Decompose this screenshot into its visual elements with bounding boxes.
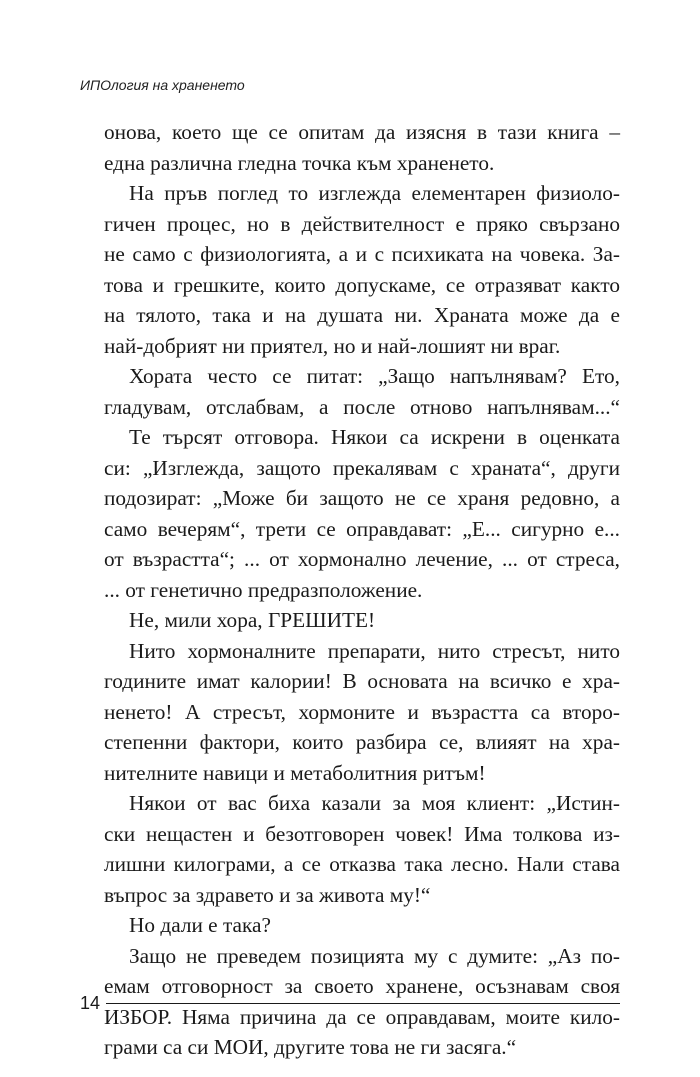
text-line: ненето! А стресът, хормоните и възрастта са второ- xyxy=(104,699,620,724)
text-line: лишни килограми, а се отказва така лесно. Нали става xyxy=(104,852,620,876)
running-header: ИПОлогия на храненето xyxy=(80,77,245,93)
text-line: това и грешките, които допускаме, се отразяват както xyxy=(104,272,620,297)
body-text xyxy=(104,117,620,1063)
text-line: ИЗБОР. Няма причина да се оправдавам, моите кило- xyxy=(104,1004,620,1029)
text-line: грами са си МОИ, другите това не ги засяга.“ xyxy=(104,1035,517,1059)
text-line: Защо не преведем позицията му с думите: „Аз по- xyxy=(129,943,620,968)
text-line: степенни фактори, които разбира се, влияят на хра- xyxy=(104,730,620,754)
text-line: Те търсят отговора. Някои са искрени в оценката xyxy=(129,425,620,449)
text-line: Нито хормоналните препарати, нито стресът, нито xyxy=(129,638,620,663)
page-number: 14 xyxy=(80,993,101,1013)
text-line: подозират: „Може би защото не се храня редовно, а xyxy=(104,486,620,510)
text-line: от възрастта“; ... от хормонално лечение, ... от стреса, xyxy=(104,547,620,571)
footer-rule xyxy=(106,1003,620,1004)
text-line: Не, мили хора, ГРЕШИТЕ! xyxy=(129,608,376,632)
text-line: гладувам, отслабвам, а после отново напълнявам...“ xyxy=(104,394,620,419)
text-line: Някои от вас биха казали за моя клиент: „Истин- xyxy=(129,791,620,815)
text-line: онова, което ще се опитам да изясня в тази книга – xyxy=(104,120,620,144)
text-line: най-добрият ни приятел, но и най-лошият ни враг. xyxy=(104,333,561,358)
text-line: само вечерям“, трети се оправдават: „Е... сигурно е... xyxy=(104,516,620,541)
text-line: Хората често се питат: „Защо напълнявам? Ето, xyxy=(129,364,620,388)
text-line: годините имат калории! В основата на всичко е хра- xyxy=(104,669,620,693)
text-line: Но дали е така? xyxy=(129,913,271,937)
text-line: на тялото, така и на душата ни. Храната може да е xyxy=(104,303,620,327)
text-line: ски нещастен и безотговорен човек! Има толкова из- xyxy=(104,821,620,846)
page-footer xyxy=(0,992,700,1022)
text-line: На пръв поглед то изглежда елементарен физиоло- xyxy=(129,181,620,205)
text-line: гичен процес, но в действителност е пряко свързано xyxy=(104,211,620,236)
text-line: си: „Изглежда, защото прекалявам с храната“, други xyxy=(104,455,620,480)
text-line: ... от генетично предразположение. xyxy=(104,577,423,602)
text-line: една различна гледна точка към храненето. xyxy=(104,150,495,175)
text-line: нителните навици и метаболитния ритъм! xyxy=(104,760,486,785)
text-line: не само с физиологията, а и с психиката на човека. За- xyxy=(104,242,620,266)
text-line: емам отговорност за своето хранене, осъзнавам своя xyxy=(104,974,620,998)
text-line: въпрос за здравето и за живота му!“ xyxy=(104,882,431,907)
